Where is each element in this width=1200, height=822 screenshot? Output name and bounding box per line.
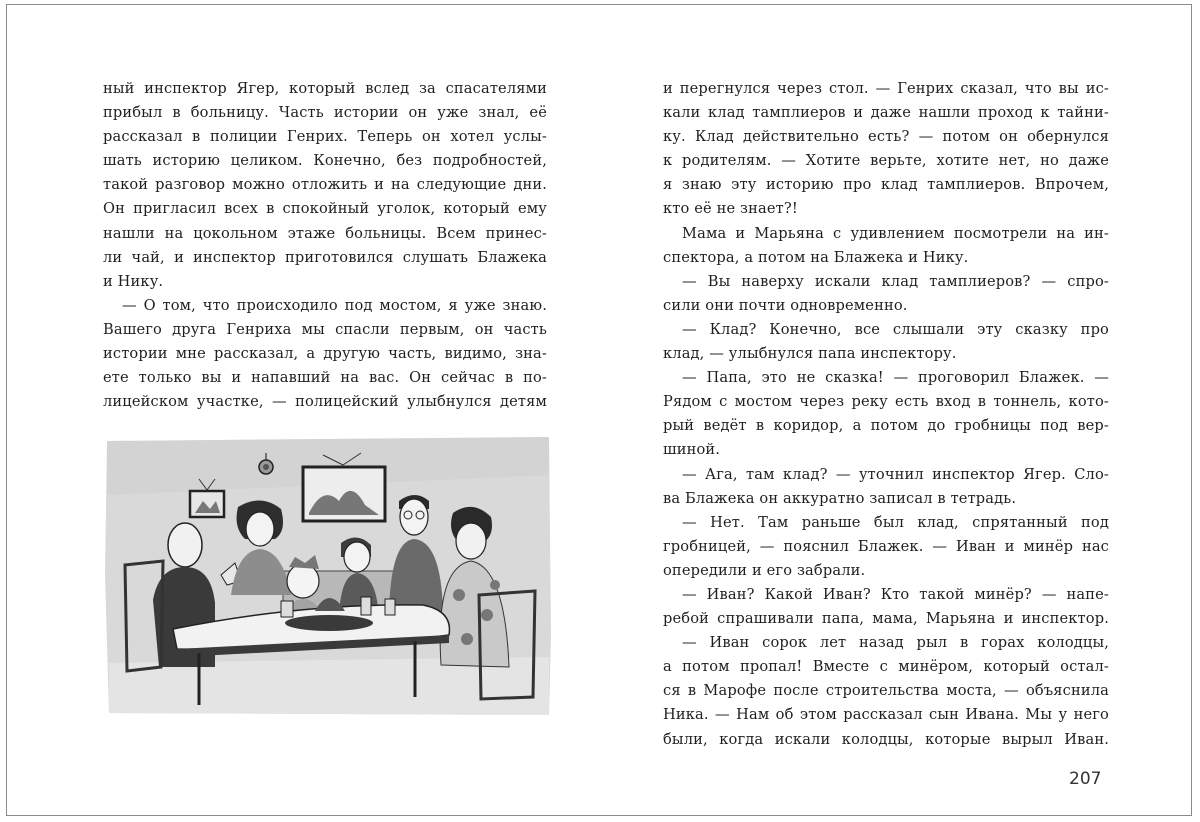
text-line: лицейском участке, — полицейский улыбнулся детям xyxy=(103,393,547,411)
text-line: кто её не знает?! xyxy=(663,200,798,218)
text-line: Вашего друга Генриха мы спасли первым, он часть xyxy=(103,320,547,338)
text-line: — Клад? Конечно, все слышали эту сказку про xyxy=(682,320,1109,338)
text-line: клад, — улыбнулся папа инспектору. xyxy=(663,345,957,363)
text-line: ете только вы и напавший на вас. Он сейчас в по- xyxy=(103,369,547,387)
text-line: нашли на цокольном этаже больницы. Всем принес- xyxy=(103,224,547,242)
text-line: Мама и Марьяна с удивлением посмотрели на ин- xyxy=(682,224,1109,242)
text-line: и Нику. xyxy=(103,272,164,290)
family-table-illustration xyxy=(103,435,553,717)
text-line: Рядом с мостом через реку есть вход в тоннель, кото- xyxy=(663,393,1109,411)
text-line: — Нет. Там раньше был клад, спрятанный под xyxy=(682,513,1109,531)
text-line: ку. Клад действительно есть? — потом он обернулся xyxy=(663,128,1109,146)
text-line: такой разговор можно отложить и на следующие дни. xyxy=(103,176,547,194)
text-line: — Иван? Какой Иван? Кто такой минёр? — напе- xyxy=(682,585,1109,603)
text-line: — О том, что происходило под мостом, я уже знаю. xyxy=(122,296,547,314)
text-line: — Ага, там клад? — уточнил инспектор Ягер. Сло- xyxy=(682,465,1109,483)
text-line: кали клад тамплиеров и даже нашли проход к тайни- xyxy=(663,104,1109,122)
text-line: опередили и его забрали. xyxy=(663,561,866,579)
text-line: — Папа, это не сказка! — проговорил Блажек. — xyxy=(682,369,1109,387)
left-page-text xyxy=(103,77,547,414)
text-line: спектора, а потом на Блажека и Нику. xyxy=(663,248,969,266)
text-line: сили они почти одновременно. xyxy=(663,296,908,314)
text-line: ли чай, и инспектор приготовился слушать Блажека xyxy=(103,248,547,266)
text-line: шать историю целиком. Конечно, без подробностей, xyxy=(103,152,547,170)
text-line: рассказал в полиции Генрих. Теперь он хотел услы- xyxy=(103,128,547,146)
right-page-text xyxy=(663,77,1109,752)
text-line: ный инспектор Ягер, который вслед за спасателями xyxy=(103,80,547,97)
text-line: прибыл в больницу. Часть истории он уже знал, её xyxy=(103,104,547,122)
text-line: ва Блажека он аккуратно записал в тетрадь. xyxy=(663,489,1017,507)
text-line: гробницей, — пояснил Блажек. — Иван и минёр нас xyxy=(663,537,1109,555)
text-line: а потом пропал! Вместе с минёром, который остал- xyxy=(663,658,1109,676)
text-line: Ника. — Нам об этом рассказал сын Ивана. Мы у него xyxy=(663,706,1109,724)
text-line: шиной. xyxy=(663,441,721,459)
text-line: и перегнулся через стол. — Генрих сказал, что вы ис- xyxy=(663,80,1109,97)
page-number: 207 xyxy=(1069,769,1102,789)
text-line: к родителям. — Хотите верьте, хотите нет, но даже xyxy=(663,152,1109,170)
text-line: — Иван сорок лет назад рыл в горах колодцы, xyxy=(682,634,1109,652)
text-line: ся в Марофе после строительства моста, — объяснила xyxy=(663,682,1109,700)
text-line: Он пригласил всех в спокойный уголок, который ему xyxy=(103,200,547,218)
text-line: истории мне рассказал, а другую часть, видимо, зна- xyxy=(103,345,547,363)
text-line: рый ведёт в коридор, а потом до гробницы под вер- xyxy=(663,417,1109,435)
text-line: были, когда искали колодцы, которые вырыл Иван. xyxy=(663,730,1109,748)
text-line: я знаю эту историю про клад тамплиеров. Впрочем, xyxy=(663,176,1109,194)
text-line: ребой спрашивали папа, мама, Марьяна и инспектор. xyxy=(663,610,1109,628)
text-line: — Вы наверху искали клад тамплиеров? — спро- xyxy=(682,272,1109,290)
